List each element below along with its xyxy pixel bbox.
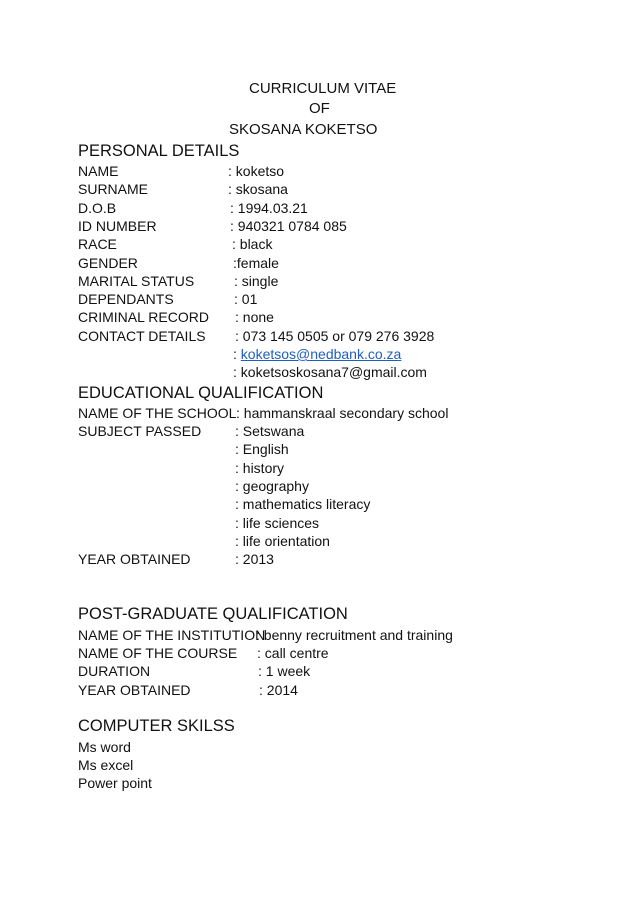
cv-title-line2: OF <box>309 100 330 117</box>
race-value: : black <box>232 236 273 252</box>
surname-label: SURNAME <box>78 181 149 197</box>
duration-label: DURATION <box>78 663 151 679</box>
cv-title-name: SKOSANA KOKETSO <box>229 121 378 138</box>
course-value: : call centre <box>257 645 329 661</box>
personal-details-heading: PERSONAL DETAILS <box>78 142 240 160</box>
contact-email-2: : koketsoskosana7@gmail.com <box>233 364 427 380</box>
subject-item: : life orientation <box>235 533 330 549</box>
contact-email-line <box>233 345 401 363</box>
cv-title-line1: CURRICULUM VITAE <box>249 80 397 97</box>
education-heading: EDUCATIONAL QUALIFICATION <box>78 384 324 402</box>
contact-details-label: CONTACT DETAILS <box>78 328 206 344</box>
dob-label: D.O.B <box>78 200 117 216</box>
email-link[interactable]: koketsos@nedbank.co.za <box>240 346 402 362</box>
skill-item: Ms excel <box>78 757 134 773</box>
email-colon: : <box>233 346 241 362</box>
course-label: NAME OF THE COURSE <box>78 645 238 661</box>
dependants-value: : 01 <box>234 291 258 307</box>
subject-item: : mathematics literacy <box>235 496 371 512</box>
criminal-record-value: : none <box>235 309 274 325</box>
dob-value: : 1994.03.21 <box>230 200 308 216</box>
school-value: : hammanskraal secondary school <box>236 405 449 421</box>
gender-value: :female <box>233 255 279 271</box>
school-label: NAME OF THE SCHOOL <box>78 405 237 421</box>
race-label: RACE <box>78 236 117 252</box>
postgrad-year-label: YEAR OBTAINED <box>78 682 191 698</box>
institution-label: NAME OF THE INSTITUTION <box>78 627 266 643</box>
computer-skills-heading: COMPUTER SKILSS <box>78 717 235 735</box>
id-number-label: ID NUMBER <box>78 218 157 234</box>
duration-value: : 1 week <box>258 663 311 679</box>
subject-item: : English <box>235 441 289 457</box>
subject-item: : history <box>235 460 285 476</box>
dependants-label: DEPENDANTS <box>78 291 174 307</box>
subjects-label: SUBJECT PASSED <box>78 423 202 439</box>
criminal-record-label: CRIMINAL RECORD <box>78 309 209 325</box>
gender-label: GENDER <box>78 255 138 271</box>
subject-item: : life sciences <box>235 515 320 531</box>
name-label: NAME <box>78 163 119 179</box>
contact-phone-value: : 073 145 0505 or 079 276 3928 <box>235 328 435 344</box>
subject-item: : geography <box>235 478 309 494</box>
skill-item: Ms word <box>78 739 131 755</box>
subject-item: : Setswana <box>235 423 305 439</box>
year-obtained-value: : 2013 <box>235 551 274 567</box>
name-value: : koketso <box>228 163 285 179</box>
surname-value: : skosana <box>228 181 288 197</box>
marital-status-value: : single <box>234 273 279 289</box>
year-obtained-label: YEAR OBTAINED <box>78 551 191 567</box>
marital-status-label: MARITAL STATUS <box>78 273 195 289</box>
id-number-value: : 940321 0784 085 <box>230 218 347 234</box>
institution-value: : benny recruitment and training <box>256 627 453 643</box>
postgrad-heading: POST-GRADUATE QUALIFICATION <box>78 605 348 623</box>
postgrad-year-value: : 2014 <box>259 682 298 698</box>
skill-item: Power point <box>78 775 152 791</box>
